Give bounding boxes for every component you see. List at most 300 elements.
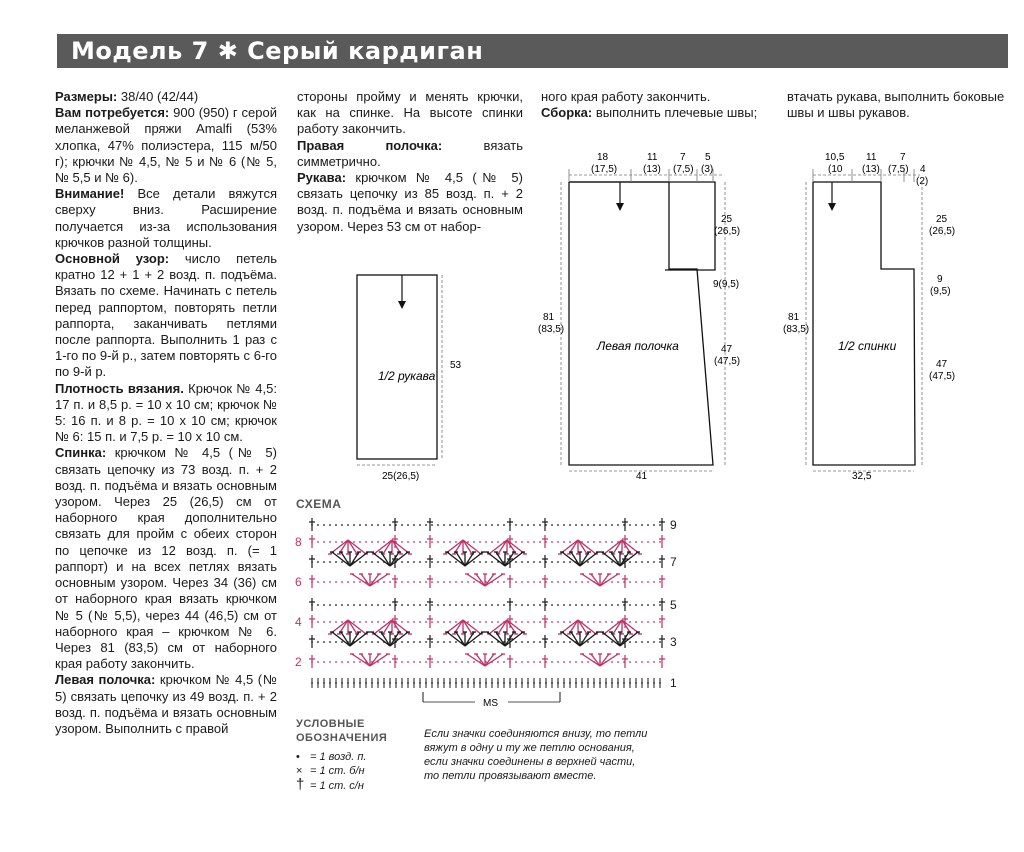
stitch-mark (611, 552, 620, 566)
chain-stitch-mark (641, 541, 643, 543)
chain-stitch-mark (431, 541, 433, 543)
chain-stitch-mark (347, 604, 349, 606)
chain-stitch-mark (383, 661, 385, 663)
stitch-mark (352, 654, 370, 666)
paragraph-label: Внимание! (55, 186, 125, 202)
chain-stitch-mark (317, 524, 319, 526)
chain-stitch-mark (443, 604, 445, 606)
chain-stitch-mark (329, 581, 331, 583)
chain-stitch-mark (443, 621, 445, 623)
chain-stitch-mark (347, 661, 349, 663)
chain-stitch-mark (557, 621, 559, 623)
sleeve-label: 1/2 рукава (378, 369, 436, 383)
chain-stitch-mark (629, 561, 631, 563)
chain-stitch-mark (461, 581, 463, 583)
chain-stitch-mark (497, 604, 499, 606)
chain-stitch-mark (527, 621, 529, 623)
chain-stitch-mark (425, 524, 427, 526)
stitch-mark (600, 654, 609, 666)
chain-stitch-mark (419, 661, 421, 663)
chain-stitch-mark (527, 541, 529, 543)
chain-stitch-mark (497, 581, 499, 583)
chain-stitch-mark (629, 581, 631, 583)
chain-stitch-mark (539, 621, 541, 623)
chain-stitch-mark (491, 621, 493, 623)
chain-stitch-mark (647, 561, 649, 563)
chain-stitch-mark (497, 541, 499, 543)
paragraph (55, 186, 277, 251)
chain-stitch-mark (479, 541, 481, 543)
chain-stitch-mark (539, 581, 541, 583)
chain-stitch-mark (563, 541, 565, 543)
chain-stitch-mark (563, 581, 565, 583)
chain-stitch-mark (485, 541, 487, 543)
chain-stitch-mark (491, 604, 493, 606)
chain-stitch-mark (353, 524, 355, 526)
chain-stitch-mark (491, 541, 493, 543)
chain-stitch-mark (407, 641, 409, 643)
chain-stitch-mark (461, 524, 463, 526)
chain-stitch-mark (413, 561, 415, 563)
chain-stitch-mark (635, 604, 637, 606)
front-top-dim-3: 7 (680, 152, 686, 163)
chain-stitch-mark (449, 524, 451, 526)
chain-stitch-mark (515, 604, 517, 606)
chain-stitch-mark (425, 621, 427, 623)
chain-stitch-mark (329, 561, 331, 563)
chain-stitch-mark (377, 524, 379, 526)
chain-stitch-mark (443, 561, 445, 563)
chain-stitch-mark (539, 604, 541, 606)
chain-stitch-mark (485, 524, 487, 526)
chain-stitch-mark (515, 661, 517, 663)
paragraph-label: Сборка: (541, 105, 593, 121)
chain-stitch-mark (491, 641, 493, 643)
chain-stitch-mark (335, 581, 337, 583)
chain-stitch-mark (407, 561, 409, 563)
front-diagram (535, 145, 765, 490)
chain-stitch-mark (353, 604, 355, 606)
paragraph-text: 38/40 (42/44) (117, 89, 199, 104)
chain-stitch-mark (401, 541, 403, 543)
chain-stitch-mark (617, 581, 619, 583)
front-bottom-dim: 41 (636, 471, 648, 482)
chain-stitch-mark (335, 621, 337, 623)
chain-stitch-mark (503, 524, 505, 526)
text-column-3 (541, 89, 771, 121)
stitch-mark (496, 632, 505, 646)
chain-stitch-mark (479, 621, 481, 623)
chain-stitch-mark (557, 641, 559, 643)
back-diagram (780, 145, 1010, 490)
chain-stitch-mark (605, 561, 607, 563)
chain-stitch-mark (329, 621, 331, 623)
paragraph (541, 89, 771, 105)
chain-stitch-mark (527, 604, 529, 606)
chain-stitch-mark (449, 581, 451, 583)
chain-stitch-mark (587, 621, 589, 623)
chain-stitch-mark (323, 524, 325, 526)
chain-stitch-mark (377, 604, 379, 606)
stitch-mark (591, 574, 600, 586)
chain-stitch-mark (407, 604, 409, 606)
chain-stitch-mark (569, 524, 571, 526)
back-label: 1/2 спинки (838, 339, 897, 353)
stitch-mark (591, 654, 600, 666)
chain-stitch-mark (323, 641, 325, 643)
chain-stitch-mark (359, 581, 361, 583)
chain-stitch-mark (521, 621, 523, 623)
chain-stitch-mark (437, 621, 439, 623)
chain-stitch-mark (647, 621, 649, 623)
chain-stitch-mark (317, 604, 319, 606)
stitch-mark (600, 654, 618, 666)
chain-stitch-mark (533, 561, 535, 563)
back-right-dim-2-alt: (9,5) (930, 286, 951, 297)
chain-stitch-mark (557, 561, 559, 563)
chain-stitch-mark (653, 621, 655, 623)
chain-stitch-mark (539, 641, 541, 643)
chain-stitch-mark (521, 581, 523, 583)
stitch-mark (467, 574, 485, 586)
chain-stitch-mark (383, 581, 385, 583)
stitch-mark (361, 654, 370, 666)
chain-stitch-mark (323, 621, 325, 623)
back-top-dim-2: 11 (866, 152, 877, 163)
chain-stitch-mark (503, 581, 505, 583)
chain-stitch-mark (563, 604, 565, 606)
chain-stitch-mark (443, 541, 445, 543)
chain-stitch-mark (317, 621, 319, 623)
chain-stitch-mark (449, 661, 451, 663)
chain-stitch-mark (323, 604, 325, 606)
chain-stitch-mark (389, 524, 391, 526)
chain-stitch-mark (461, 604, 463, 606)
chain-stitch-mark (365, 641, 367, 643)
legend-note: Если значки соединяются внизу, то петли вяжут в одну и ту же петлю основания, если значки соединены в верхней части, то петли провязывают вместе. (424, 728, 648, 782)
stitch-mark (381, 552, 390, 566)
chain-stitch-mark (389, 604, 391, 606)
chain-stitch-mark (431, 561, 433, 563)
chain-stitch-mark (383, 621, 385, 623)
paragraph (55, 381, 277, 446)
chain-stitch-mark (569, 581, 571, 583)
back-bottom-dim: 32,5 (852, 471, 872, 482)
chain-stitch-mark (521, 604, 523, 606)
chain-stitch-mark (473, 541, 475, 543)
chain-stitch-mark (401, 641, 403, 643)
paragraph-text: стороны пройму и менять крючки, как на спинке. На высоте спинки работу закончить. (297, 89, 523, 137)
paragraph-label: Левая полочка: (55, 672, 156, 688)
chain-stitch-mark (389, 581, 391, 583)
chain-stitch-mark (413, 621, 415, 623)
chain-stitch-mark (587, 604, 589, 606)
legend-title-line-1: УСЛОВНЫЕ (296, 718, 365, 730)
chain-stitch-mark (371, 524, 373, 526)
chain-stitch-mark (515, 581, 517, 583)
chain-stitch-mark (647, 641, 649, 643)
chain-stitch-mark (659, 524, 661, 526)
chain-stitch-mark (413, 604, 415, 606)
chain-stitch-mark (467, 604, 469, 606)
chain-stitch-mark (653, 581, 655, 583)
paragraph (55, 89, 277, 105)
chain-stitch-mark (551, 661, 553, 663)
chain-stitch-mark (593, 621, 595, 623)
front-top-dim-1-alt: (17,5) (591, 164, 618, 175)
chain-stitch-mark (359, 661, 361, 663)
chain-stitch-mark (383, 541, 385, 543)
chain-stitch-mark (635, 541, 637, 543)
chain-stitch-mark (341, 541, 343, 543)
chain-stitch-mark (557, 581, 559, 583)
chain-stitch-mark (473, 524, 475, 526)
chain-stitch-mark (341, 604, 343, 606)
chain-stitch-mark (335, 561, 337, 563)
chain-stitch-mark (371, 641, 373, 643)
chain-stitch-mark (365, 524, 367, 526)
text-column-4 (787, 89, 1017, 121)
stitch-mark (361, 574, 370, 586)
chain-stitch-mark (599, 641, 601, 643)
chain-stitch-mark (407, 661, 409, 663)
chain-stitch-mark (383, 604, 385, 606)
chain-stitch-mark (347, 524, 349, 526)
chain-stitch-mark (557, 604, 559, 606)
chain-stitch-mark (653, 541, 655, 543)
text-column-1 (55, 89, 277, 737)
chain-stitch-mark (479, 604, 481, 606)
chain-stitch-mark (455, 641, 457, 643)
chain-stitch-mark (359, 541, 361, 543)
title-banner (57, 34, 1008, 68)
chain-stitch-mark (593, 561, 595, 563)
chain-stitch-mark (587, 581, 589, 583)
chain-stitch-mark (557, 524, 559, 526)
row-number-right: 9 (670, 518, 677, 532)
chain-stitch-mark (659, 641, 661, 643)
chain-stitch-mark (425, 641, 427, 643)
chain-stitch-mark (335, 641, 337, 643)
stitch-mark (485, 574, 494, 586)
chain-stitch-mark (599, 604, 601, 606)
chain-stitch-mark (455, 604, 457, 606)
chain-stitch-mark (569, 561, 571, 563)
paragraph (541, 105, 771, 121)
chain-stitch-mark (335, 661, 337, 663)
chain-stitch-mark (323, 581, 325, 583)
chain-stitch-mark (647, 604, 649, 606)
chain-stitch-mark (533, 581, 535, 583)
paragraph-text: ного края работу закончить. (541, 89, 711, 104)
chain-stitch-mark (551, 541, 553, 543)
chain-stitch-mark (431, 621, 433, 623)
chain-stitch-mark (581, 661, 583, 663)
stitch-mark (370, 574, 379, 586)
back-right-dim-1-alt: (26,5) (929, 226, 956, 237)
chain-stitch-mark (317, 561, 319, 563)
row-number-right: 3 (670, 635, 677, 649)
paragraph-label: Правая полочка: (297, 137, 443, 153)
chain-stitch-mark (557, 661, 559, 663)
row-number-left: 6 (295, 575, 302, 589)
chain-stitch-mark (581, 581, 583, 583)
back-top-dim-2-alt: (13) (862, 164, 880, 175)
paragraph-text: Крючок № 4,5: 17 п. и 8,5 р. = 10 х 10 см; крючок № 5: 16 п. и 8 р. = 10 х 10 см; крючок № 6: 15 п. и 7,5 р. = 10 х 10 см. (55, 380, 277, 445)
chain-stitch-mark (413, 541, 415, 543)
chain-stitch-mark (641, 604, 643, 606)
stitch-mark (370, 574, 388, 586)
chain-stitch-mark (443, 661, 445, 663)
chain-stitch-mark (479, 641, 481, 643)
chain-stitch-mark (419, 621, 421, 623)
chain-stitch-mark (539, 561, 541, 563)
legend-item: † = 1 ст. с/н (296, 776, 364, 793)
chain-stitch-mark (557, 541, 559, 543)
chain-stitch-mark (575, 524, 577, 526)
chain-stitch-mark (533, 621, 535, 623)
chain-stitch-mark (635, 641, 637, 643)
chain-stitch-mark (401, 561, 403, 563)
front-right-dim-2: 9(9,5) (713, 279, 740, 290)
row-number-right: 5 (670, 598, 677, 612)
paragraph-label: Спинка: (55, 445, 107, 461)
stitch-mark (582, 574, 600, 586)
chain-stitch-mark (569, 604, 571, 606)
chain-stitch-mark (647, 524, 649, 526)
chain-stitch-mark (569, 541, 571, 543)
chain-stitch-mark (635, 561, 637, 563)
chain-stitch-mark (359, 604, 361, 606)
chain-stitch-mark (485, 604, 487, 606)
row-number-right: 1 (670, 676, 677, 690)
chain-stitch-mark (527, 524, 529, 526)
chain-stitch-mark (371, 541, 373, 543)
back-right-dim-1: 25 (936, 214, 948, 225)
chain-stitch-mark (581, 524, 583, 526)
chain-stitch-mark (479, 524, 481, 526)
chain-stitch-mark (611, 541, 613, 543)
paragraph-text: выполнить плечевые швы; (592, 105, 758, 121)
stitch-mark (582, 654, 600, 666)
chain-stitch-mark (317, 661, 319, 663)
stitch-mark (485, 574, 503, 586)
chain-stitch-mark (611, 641, 613, 643)
chain-stitch-mark (533, 641, 535, 643)
chain-stitch-mark (473, 661, 475, 663)
chain-stitch-mark (443, 524, 445, 526)
chain-stitch-mark (431, 524, 433, 526)
chain-stitch-mark (641, 641, 643, 643)
chain-stitch-mark (521, 541, 523, 543)
chain-stitch-mark (473, 641, 475, 643)
chain-stitch-mark (437, 661, 439, 663)
chain-stitch-mark (335, 541, 337, 543)
chain-stitch-mark (413, 641, 415, 643)
front-top-dim-2: 11 (647, 152, 658, 163)
chain-stitch-mark (419, 604, 421, 606)
chain-stitch-mark (533, 541, 535, 543)
chain-stitch-mark (365, 621, 367, 623)
paragraph (55, 445, 277, 672)
chain-stitch-mark (329, 641, 331, 643)
chain-stitch-mark (521, 561, 523, 563)
chain-stitch-mark (341, 524, 343, 526)
chain-stitch-mark (341, 561, 343, 563)
chain-stitch-mark (587, 524, 589, 526)
paragraph (55, 672, 277, 737)
chain-stitch-mark (407, 621, 409, 623)
paragraph-text: вязать симметрично. (297, 137, 523, 169)
paragraph (297, 138, 523, 170)
chain-stitch-mark (407, 581, 409, 583)
chain-stitch-mark (551, 604, 553, 606)
chain-stitch-mark (641, 621, 643, 623)
stitch-mark (476, 574, 485, 586)
chain-stitch-mark (605, 604, 607, 606)
front-top-dim-4: 5 (705, 152, 711, 163)
chain-stitch-mark (653, 561, 655, 563)
chain-stitch-mark (659, 661, 661, 663)
row-number-left: 4 (295, 615, 302, 629)
chain-stitch-mark (641, 661, 643, 663)
row-number-left: 2 (295, 655, 302, 669)
chain-stitch-mark (569, 641, 571, 643)
chain-stitch-mark (641, 524, 643, 526)
chain-stitch-mark (455, 541, 457, 543)
chain-stitch-mark (485, 621, 487, 623)
legend-item: × = 1 ст. б/н (296, 765, 365, 777)
chain-stitch-mark (431, 581, 433, 583)
legend-title (296, 717, 387, 745)
chain-stitch-mark (527, 661, 529, 663)
stitch-mark (465, 632, 474, 646)
chain-stitch-mark (551, 581, 553, 583)
chain-stitch-mark (389, 661, 391, 663)
chain-stitch-mark (335, 524, 337, 526)
chain-stitch-mark (419, 561, 421, 563)
chain-stitch-mark (425, 661, 427, 663)
chain-stitch-mark (473, 581, 475, 583)
chain-stitch-mark (473, 604, 475, 606)
chain-stitch-mark (455, 621, 457, 623)
chain-stitch-mark (569, 621, 571, 623)
chain-stitch-mark (449, 541, 451, 543)
paragraph-text: крючком № 4,5 (№ 5) связать цепочку из 85 возд. п. + 2 возд. п. подъёма и вязать основным узором. Через 53 см от набор- (297, 170, 523, 234)
paragraph-text: Все детали вяжутся сверху вниз. Расширение получается из-за использования крючков разной толщины. (55, 186, 277, 250)
chain-stitch-mark (539, 524, 541, 526)
chain-stitch-mark (359, 561, 361, 563)
chain-stitch-mark (647, 581, 649, 583)
chain-stitch-mark (653, 661, 655, 663)
chain-stitch-mark (653, 641, 655, 643)
paragraph (55, 251, 277, 381)
chain-stitch-mark (437, 581, 439, 583)
chain-stitch-mark (581, 604, 583, 606)
chain-stitch-mark (437, 541, 439, 543)
chain-stitch-mark (605, 621, 607, 623)
front-label: Левая полочка (597, 339, 679, 353)
chain-stitch-mark (473, 561, 475, 563)
chain-stitch-mark (485, 641, 487, 643)
stitch-mark (350, 632, 359, 646)
chain-stitch-mark (407, 541, 409, 543)
chain-stitch-mark (647, 541, 649, 543)
chain-stitch-mark (323, 561, 325, 563)
stitch-mark (496, 552, 505, 566)
front-right-dim-1-alt: (26,5) (714, 226, 741, 237)
chain-stitch-mark (371, 604, 373, 606)
